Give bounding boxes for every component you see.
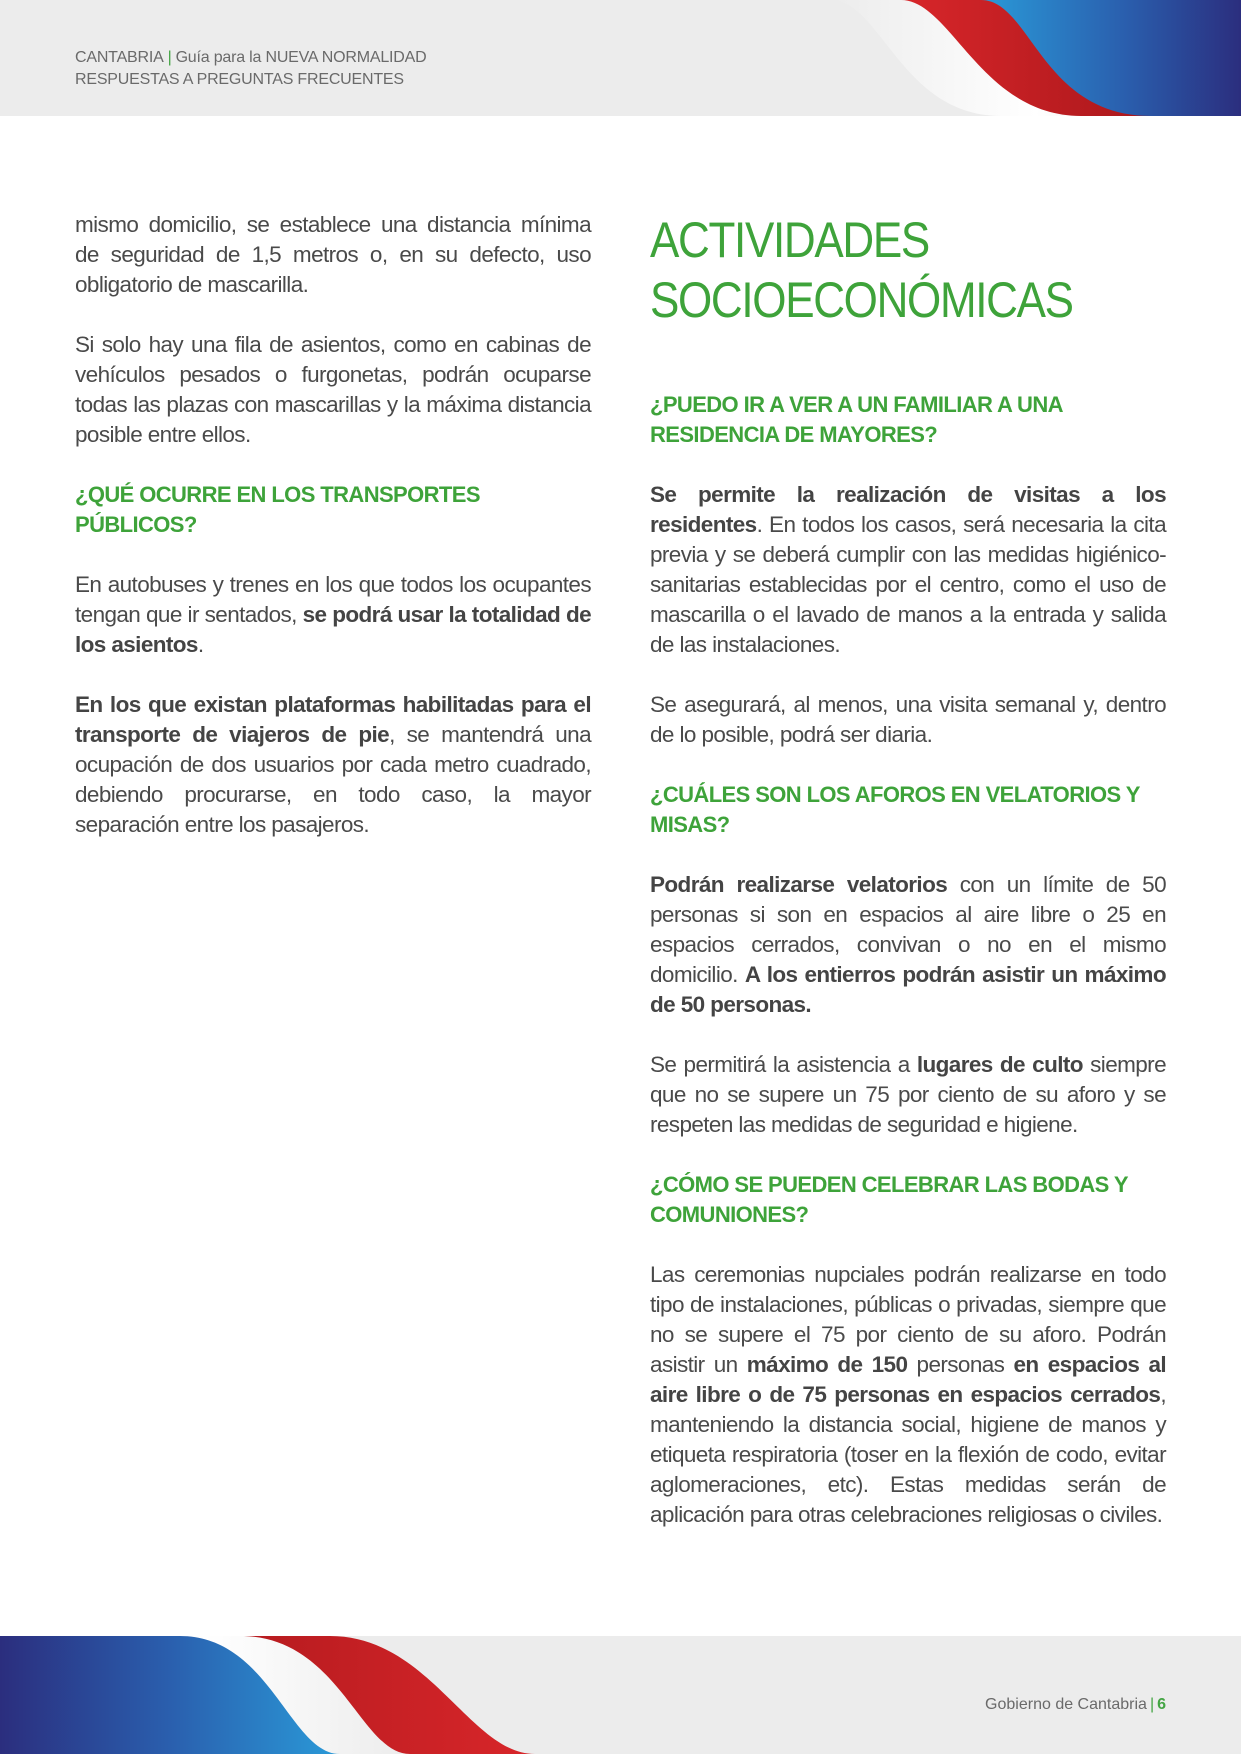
text-span: , manteniendo la distancia social, higiene de manos y etiqueta respiratoria (toser en la flexión de codo, evitar aglomeraciones, etc). Estas medidas serán de aplicación para otras celebraciones religiosas o civiles. — [650, 1382, 1166, 1527]
text-span: , se mantendrá una ocupación de dos usuarios por cada metro cuadrado, debiendo procurarse, en todo caso, la mayor separación entre los pasajeros. — [75, 722, 591, 837]
text-span: siempre que no se supere un 75 por ciento de su aforo y se respeten las medidas de seguridad e higiene. — [650, 1052, 1166, 1137]
right-paragraph-5 — [650, 1260, 1166, 1530]
bold-span: lugares de culto — [916, 1052, 1083, 1077]
bold-span: Podrán realizarse velatorios — [650, 872, 948, 897]
page-header — [0, 0, 1241, 116]
text-span: Se permitirá la asistencia a — [650, 1052, 917, 1077]
page-footer — [0, 1636, 1241, 1754]
text-span: En autobuses y trenes en los que todos los ocupantes tengan que ir sentados, — [75, 572, 591, 627]
footer-separator: | — [1149, 1696, 1155, 1713]
section-title-line-1: ACTIVIDADES — [650, 212, 929, 268]
left-paragraph-2: Si solo hay una fila de asientos, como en cabinas de vehículos pesados o furgonetas, podrán ocuparse todas las plazas con mascarillas y la máxima distancia posible entre ellos. — [75, 332, 591, 447]
question-weddings: ¿CÓMO SE PUEDEN CELEBRAR LAS BODAS Y COMUNIONES? — [650, 1172, 1128, 1227]
header-guide-title: Guía para la NUEVA NORMALIDAD — [175, 49, 427, 66]
header-wave-graphic — [681, 0, 1241, 116]
left-paragraph-3 — [75, 570, 591, 660]
bold-span: se podrá usar la totalidad de los asientos — [75, 602, 592, 657]
page-number: 6 — [1157, 1696, 1166, 1713]
bold-span: A los entierros podrán asistir un máximo de 50 personas. — [650, 962, 1166, 1017]
header-line-1 — [75, 47, 426, 69]
right-paragraph-4 — [650, 1050, 1166, 1140]
text-span: . — [197, 632, 204, 657]
header-subtitle: RESPUESTAS A PREGUNTAS FRECUENTES — [75, 71, 404, 88]
text-span: Las ceremonias nupciales podrán realizarse en todo tipo de instalaciones, públicas o privadas, siempre que no se supere el 75 por ciento de su aforo. Podrán asistir un — [650, 1262, 1166, 1377]
header-brand: CANTABRIA — [75, 49, 164, 66]
bold-span: en espacios al aire libre o de 75 personas en espacios cerrados — [650, 1352, 1167, 1407]
section-title — [650, 210, 1104, 330]
header-text — [75, 47, 426, 91]
question-wakes-masses: ¿CUÁLES SON LOS AFOROS EN VELATORIOS Y MISAS? — [650, 782, 1140, 837]
footer-wave-graphic — [0, 1636, 560, 1754]
right-column — [650, 210, 1166, 1560]
left-paragraph-1: mismo domicilio, se establece una distancia mínima de seguridad de 1,5 metros o, en su defecto, uso obligatorio de mascarilla. — [75, 212, 591, 297]
right-paragraph-3 — [650, 870, 1166, 1020]
text-span: . En todos los casos, será necesaria la cita previa y se deberá cumplir con las medidas higiénico-sanitarias establecidas por el centro, como el uso de mascarilla o el lavado de manos a la entrada y salida de las instalaciones. — [650, 512, 1166, 657]
header-separator: | — [167, 49, 172, 66]
section-title-line-2: SOCIOECONÓMICAS — [650, 272, 1073, 328]
question-nursing-home: ¿PUEDO IR A VER A UN FAMILIAR A UNA RESIDENCIA DE MAYORES? — [650, 392, 1063, 447]
footer-text — [985, 1696, 1166, 1714]
bold-span: Se permite la realización de visitas a los residentes — [650, 482, 1166, 537]
left-column — [75, 210, 591, 870]
bold-span: En los que existan plataformas habilitadas para el transporte de viajeros de pie — [75, 692, 591, 747]
text-span: personas — [907, 1352, 1014, 1377]
text-span: con un límite de 50 personas si son en espacios al aire libre o 25 en espacios cerrados, convivan o no en el mismo domicilio. — [650, 872, 1166, 987]
left-paragraph-4 — [75, 690, 591, 840]
bold-span: máximo de 150 — [746, 1352, 908, 1377]
right-paragraph-1 — [650, 480, 1166, 660]
question-public-transport: ¿QUÉ OCURRE EN LOS TRANSPORTES PÚBLICOS? — [75, 482, 480, 537]
footer-publisher: Gobierno de Cantabria — [985, 1696, 1147, 1713]
right-paragraph-2: Se asegurará, al menos, una visita semanal y, dentro de lo posible, podrá ser diaria. — [650, 692, 1166, 747]
